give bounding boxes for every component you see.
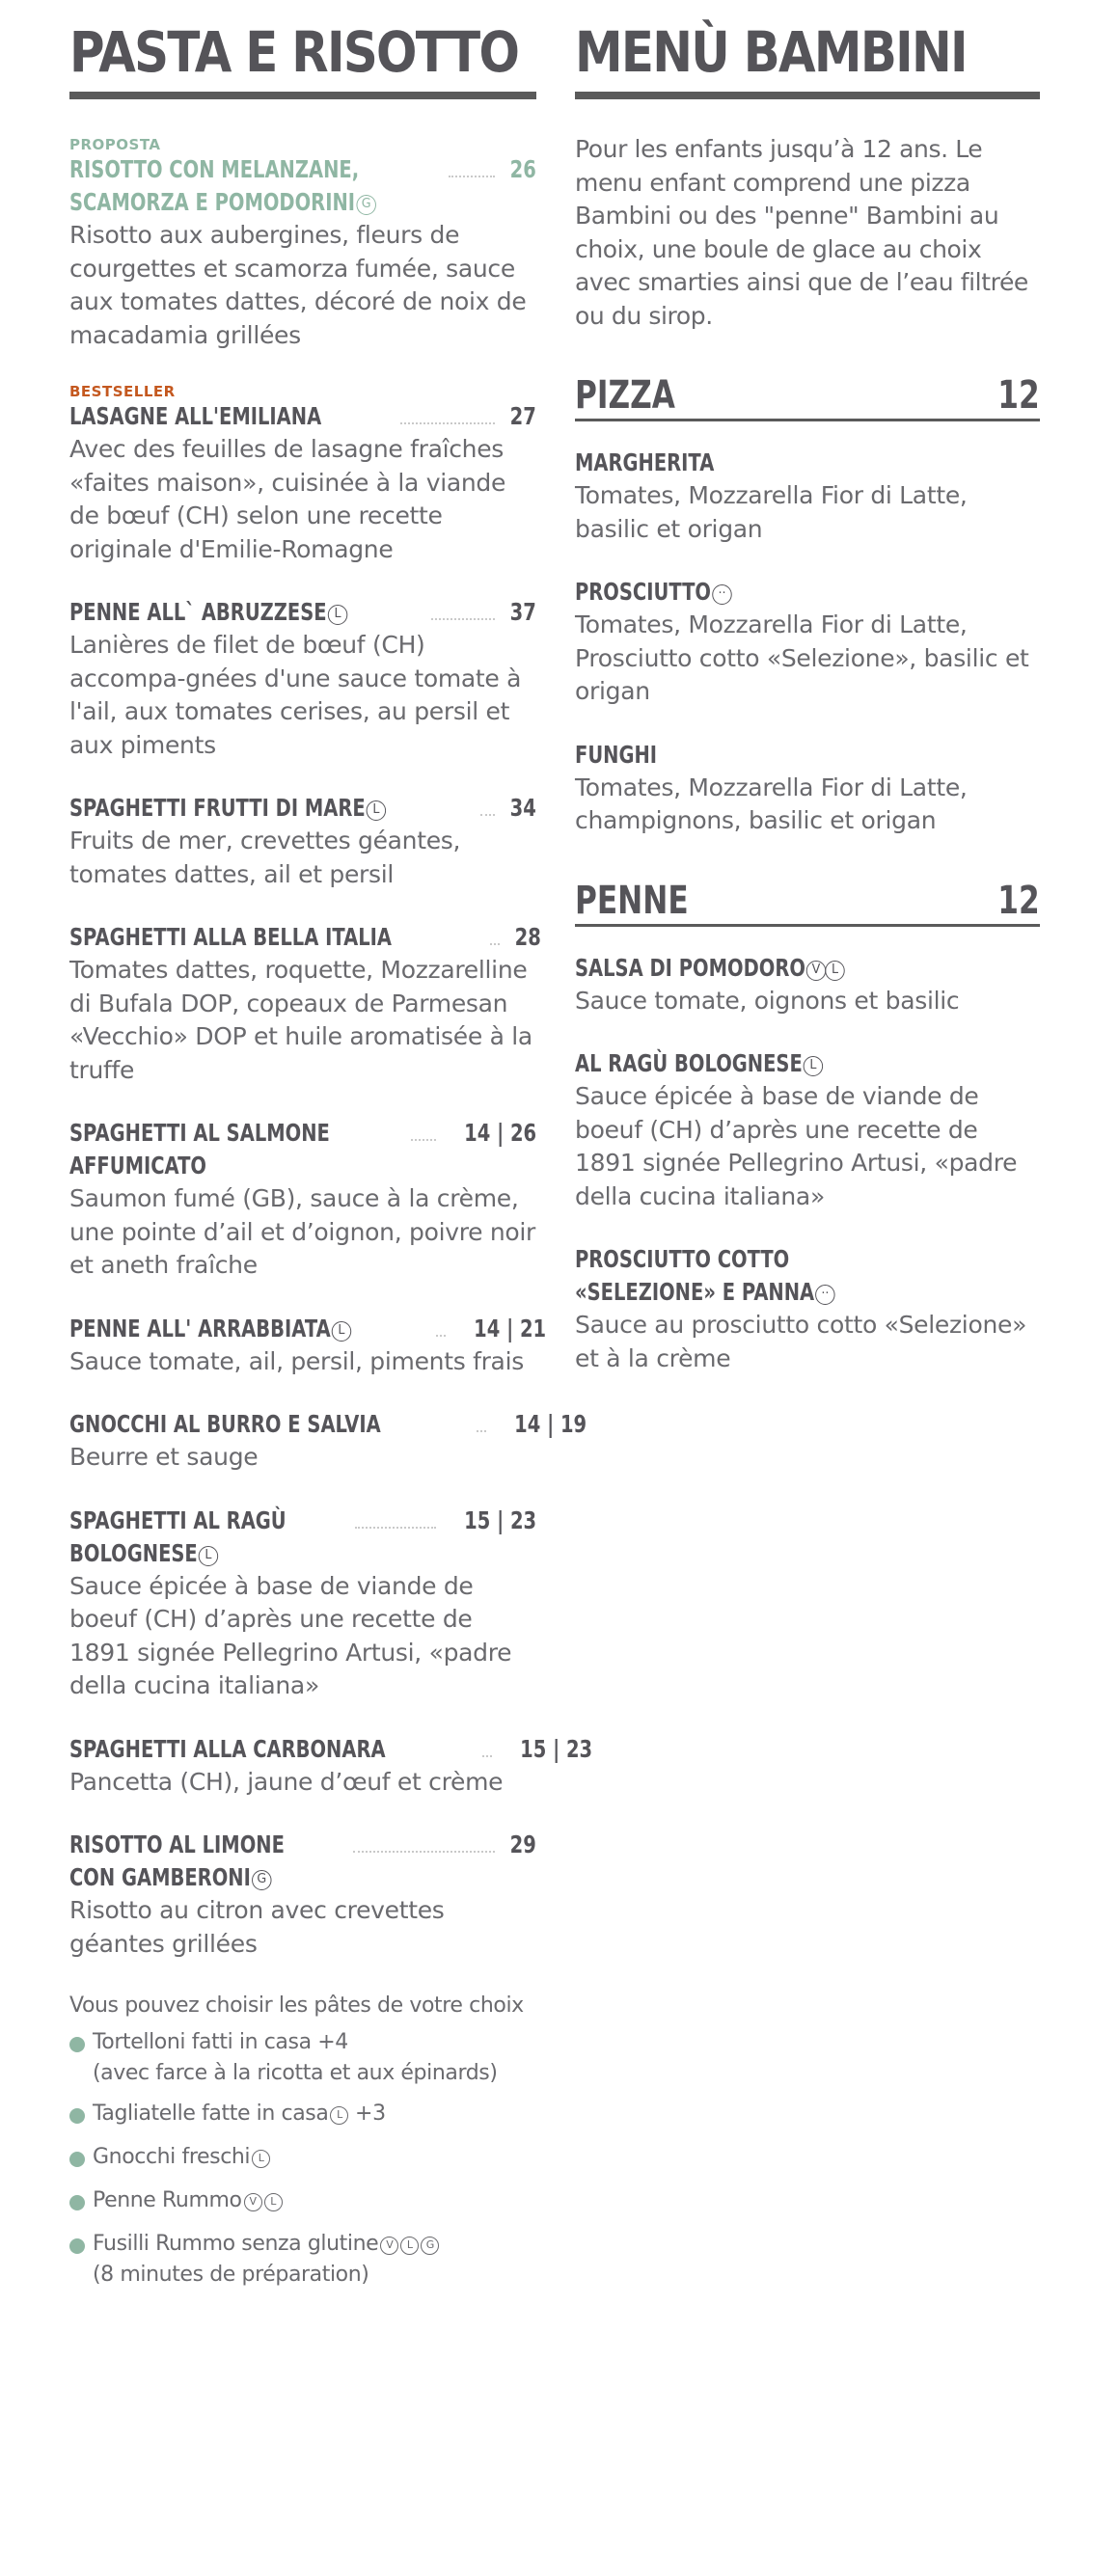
section-name: PIZZA (575, 373, 675, 418)
item-description: Pancetta (CH), jaune d’œuf et crème (69, 1767, 504, 1796)
item-name-line2: «SELEZIONE» E PANNA (575, 1278, 815, 1306)
pork-icon: ·· (712, 584, 731, 605)
item-name: SPAGHETTI ALLA BELLA ITALIA (69, 923, 393, 951)
menu-item-gnocchi (69, 1408, 587, 1475)
option-subtext: (8 minutes de préparation) (93, 2263, 369, 2287)
item-price: 15 | 23 (520, 1734, 593, 1763)
pork-icon: ·· (815, 1285, 834, 1305)
item-name: MARGHERITA (575, 448, 715, 476)
option-text: Tagliatelle fatte in casa (93, 2101, 329, 2126)
menu-item-ragu-bolognese (69, 1505, 536, 1703)
dot-leader (477, 1430, 486, 1432)
lactose-free-badge-icon: L (367, 800, 386, 821)
menu-item-carbonara (69, 1733, 593, 1800)
kids-item-prosciutto (575, 576, 1040, 709)
penne-section-header (575, 878, 1040, 927)
item-description: Tomates, Mozzarella Fior di Latte, Prosciutto cotto «Selezione», basilic et origan (575, 610, 1029, 705)
bestseller-tag: BESTSELLER (69, 383, 176, 400)
item-price: 14 | 19 (513, 1410, 587, 1438)
option-item (69, 2141, 536, 2174)
bullet-icon (69, 2108, 85, 2124)
item-name-line2: BOLOGNESE (69, 1538, 198, 1567)
item-price: 37 (509, 598, 536, 626)
item-name: SPAGHETTI FRUTTI DI MARE (69, 794, 366, 822)
menu-item-salmone (69, 1117, 536, 1283)
item-name: RISOTTO CON MELANZANE, (69, 155, 360, 183)
item-price: 14 | 26 (464, 1119, 536, 1147)
dot-leader (482, 1755, 492, 1757)
item-description: Sauce au prosciutto cotto «Selezione» et à la crème (575, 1311, 1027, 1372)
option-text: Penne Rummo (93, 2188, 242, 2212)
dot-leader (353, 1851, 495, 1853)
item-price: 15 | 23 (464, 1505, 536, 1534)
dot-leader (355, 1527, 436, 1529)
item-name-line2: CON GAMBERONI (69, 1863, 251, 1891)
menu-item-risotto-limone (69, 1829, 536, 1961)
item-price: 14 | 21 (474, 1314, 547, 1342)
item-description: Lanières de filet de bœuf (CH) accompa-gnées d'une sauce tomate à l'ail, aux tomates cerises, au persil et aux piments (69, 631, 522, 759)
bullet-icon (69, 2037, 85, 2052)
dot-leader (449, 176, 495, 177)
dot-leader (480, 814, 495, 816)
kids-item-salsa-pomodoro (575, 952, 1040, 1018)
lactose-free-badge-icon: L (400, 2237, 419, 2255)
pasta-options (69, 1992, 536, 2290)
item-price: 27 (509, 402, 536, 430)
item-name: FUNGHI (575, 740, 658, 769)
item-description: Sauce épicée à base de viande de boeuf (CH) d’après une recette de 1891 signée Pellegrino Artusi, «padre della cucina italiana» (69, 1571, 512, 1699)
item-name: SPAGHETTI AL RAGÙ (69, 1505, 287, 1534)
option-extra: +3 (355, 2101, 386, 2126)
item-description: Avec des feuilles de lasagne fraîches «faites maison», cuisinée à la viande de bœuf (CH) selon une recette originale d'Emilie-Romagne (69, 435, 506, 563)
item-name: SALSA DI POMODORO (575, 953, 805, 982)
item-name: RISOTTO AL LIMONE (69, 1830, 285, 1858)
pasta-title: PASTA E RISOTTO (69, 19, 519, 85)
option-item (69, 2026, 536, 2088)
item-name: SPAGHETTI ALLA CARBONARA (69, 1734, 386, 1763)
lactose-free-badge-icon: L (252, 2150, 270, 2168)
gluten-free-badge-icon: G (252, 1870, 271, 1890)
option-text: Fusilli Rummo senza glutine (93, 2232, 379, 2256)
dot-leader (436, 1335, 446, 1337)
title-rule (575, 92, 1040, 99)
section-price: 12 (997, 373, 1040, 418)
item-name: GNOCCHI AL BURRO E SALVIA (69, 1410, 381, 1438)
dot-leader (490, 943, 500, 945)
gluten-free-badge-icon: G (356, 195, 375, 215)
dot-leader (431, 618, 495, 620)
kids-item-prosciutto-cotto (575, 1243, 1040, 1375)
pasta-column (69, 0, 593, 2290)
section-name: PENNE (575, 878, 689, 923)
vegan-badge-icon: V (380, 2237, 398, 2255)
proposta-tag: PROPOSTA (69, 136, 161, 153)
pizza-section-header (575, 375, 1040, 421)
item-name: PENNE ALL' ARRABBIATA (69, 1314, 331, 1342)
section-price: 12 (997, 878, 1040, 923)
option-text: Tortelloni fatti in casa +4 (93, 2030, 348, 2054)
kids-column (575, 0, 1040, 1375)
item-name: PROSCIUTTO COTTO (575, 1245, 790, 1273)
lactose-free-badge-icon: L (332, 1321, 351, 1342)
menu-item-lasagne (69, 383, 536, 566)
dot-leader (400, 422, 495, 424)
option-item (69, 2228, 536, 2290)
option-item (69, 2098, 536, 2130)
kids-title: MENÙ BAMBINI (575, 19, 967, 85)
title-rule (69, 92, 536, 99)
item-description: Tomates, Mozzarella Fior di Latte, basilic et origan (575, 481, 968, 543)
item-description: Risotto aux aubergines, fleurs de courgettes et scamorza fumée, sauce aux tomates dattes, décoré de noix de macadamia grillées (69, 221, 527, 349)
kids-intro: Pour les enfants jusqu’à 12 ans. Le menu enfant comprend une pizza Bambini ou des "penne" Bambini au choix, une boule de glace au choix avec smarties ainsi que de l’eau filtrée ou du sirop. (575, 135, 1028, 330)
option-text: Gnocchi freschi (93, 2145, 251, 2169)
item-description: Sauce tomate, ail, persil, piments frais (69, 1346, 524, 1375)
item-name: LASAGNE ALL'EMILIANA (69, 402, 322, 430)
lactose-free-badge-icon: L (199, 1546, 218, 1566)
dot-leader (411, 1139, 436, 1141)
item-price: 34 (509, 794, 536, 822)
item-description: Sauce épicée à base de viande de boeuf (CH) d’après une recette de 1891 signée Pellegrino Artusi, «padre della cucina italiana» (575, 1082, 1018, 1210)
item-description: Fruits de mer, crevettes géantes, tomates dattes, ail et persil (69, 827, 461, 888)
option-item (69, 2184, 536, 2217)
item-name: PROSCIUTTO (575, 578, 711, 606)
kids-item-margherita (575, 447, 1040, 546)
bullet-icon (69, 2238, 85, 2254)
item-price: 29 (509, 1830, 536, 1858)
item-name-line2: SCAMORZA E POMODORINI (69, 188, 356, 216)
kids-item-ragu-bolognese (575, 1047, 1040, 1213)
menu-item-frutti-di-mare (69, 792, 536, 891)
bullet-icon (69, 2152, 85, 2167)
item-name: AL RAGÙ BOLOGNESE (575, 1049, 803, 1077)
item-description: Beurre et sauge (69, 1443, 259, 1471)
gluten-free-badge-icon: G (421, 2237, 439, 2255)
lactose-free-badge-icon: L (264, 2193, 283, 2211)
vegan-badge-icon: V (244, 2193, 262, 2211)
item-description: Tomates, Mozzarella Fior di Latte, champignons, basilic et origan (575, 773, 968, 834)
item-price: 26 (509, 155, 536, 183)
menu-item-arrabbiata (69, 1313, 547, 1379)
menu-item-risotto-melanzane (69, 136, 536, 352)
bullet-icon (69, 2195, 85, 2210)
item-description: Sauce tomate, oignons et basilic (575, 986, 960, 1015)
lactose-free-badge-icon: L (825, 961, 844, 981)
option-subtext: (avec farce à la ricotta et aux épinards) (93, 2061, 498, 2085)
item-name: SPAGHETTI AL SALMONE (69, 1119, 330, 1147)
vegan-badge-icon: V (806, 961, 826, 981)
menu-item-penne-abruzzese (69, 596, 536, 762)
item-name-line2: AFFUMICATO (69, 1152, 206, 1180)
kids-item-funghi (575, 739, 1040, 838)
options-title: Vous pouvez choisir les pâtes de votre choix (69, 1993, 524, 2018)
menu-item-bella-italia (69, 921, 542, 1087)
item-name: PENNE ALL` ABRUZZESE (69, 598, 327, 626)
item-price: 28 (514, 923, 542, 951)
item-description: Risotto au citron avec crevettes géantes grillées (69, 1896, 445, 1958)
item-description: Tomates dattes, roquette, Mozzarelline di Bufala DOP, copeaux de Parmesan «Vecchio» DOP et huile aromatisée à la truffe (69, 956, 532, 1084)
lactose-free-badge-icon: L (330, 2106, 348, 2125)
lactose-free-badge-icon: L (804, 1056, 823, 1076)
item-description: Saumon fumé (GB), sauce à la crème, une pointe d’ail et d’oignon, poivre noir et aneth fraîche (69, 1184, 536, 1279)
lactose-free-badge-icon: L (328, 605, 347, 625)
